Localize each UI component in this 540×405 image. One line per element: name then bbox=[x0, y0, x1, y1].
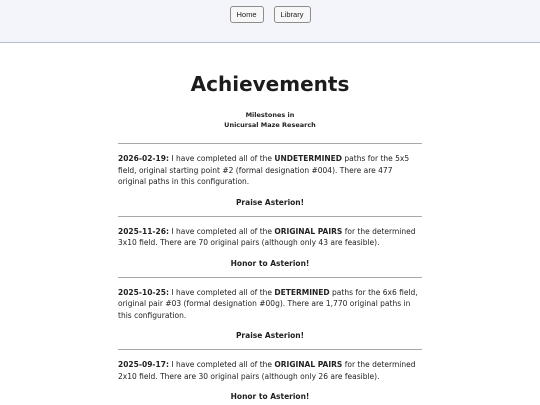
achievement-emphasis: UNDETERMINED bbox=[274, 154, 343, 163]
achievement-emphasis: ORIGINAL PAIRS bbox=[274, 360, 343, 369]
page-subtitle bbox=[118, 111, 422, 130]
subtitle-line-2: Unicursal Maze Research bbox=[224, 120, 316, 129]
top-nav-bar bbox=[0, 0, 540, 43]
achievement-entry bbox=[118, 143, 422, 216]
achievement-text-detail: for the determined 3x10 field. There are 70 original pairs (although only 43 are feasible). bbox=[118, 226, 416, 247]
subtitle-line-1: Milestones in bbox=[245, 111, 295, 119]
achievement-text bbox=[118, 359, 422, 382]
achievement-text-detail: paths for the 6x6 field, original pair #03 (formal designation #00g). There are 1,770 original paths in this configuration. bbox=[118, 287, 418, 320]
home-button[interactable]: Home bbox=[230, 6, 264, 23]
achievement-entry bbox=[118, 277, 422, 350]
achievement-list bbox=[118, 143, 422, 405]
achievement-text-lead: I have completed all of the bbox=[168, 360, 275, 369]
library-button[interactable]: Library bbox=[274, 6, 311, 23]
main-content bbox=[118, 71, 422, 405]
achievement-emphasis: ORIGINAL PAIRS bbox=[274, 226, 343, 236]
achievement-entry bbox=[118, 349, 422, 405]
praise-line: Honor to Asterion! bbox=[230, 392, 310, 401]
achievement-date: 2025-10-25: bbox=[118, 287, 169, 297]
achievement-entry bbox=[118, 216, 422, 277]
praise-line: Honor to Asterion! bbox=[230, 258, 310, 268]
achievement-date: 2026-02-19: bbox=[118, 154, 169, 163]
praise-line: Praise Asterion! bbox=[235, 331, 305, 340]
achievement-date: 2025-09-17: bbox=[118, 360, 169, 369]
praise-line: Praise Asterion! bbox=[235, 197, 305, 207]
achievement-emphasis: DETERMINED bbox=[274, 287, 330, 297]
achievement-text-detail: paths for the 5x5 field, original starting point #2 (formal designation #004). There are 477 original paths in this configuration. bbox=[118, 154, 410, 186]
achievement-text bbox=[118, 226, 422, 249]
achievement-text-lead: I have completed all of the bbox=[168, 287, 275, 297]
page-title: Achievements bbox=[190, 72, 350, 96]
achievement-text bbox=[118, 153, 422, 188]
achievement-text bbox=[118, 287, 422, 322]
achievement-text-lead: I have completed all of the bbox=[168, 154, 275, 163]
achievement-text-lead: I have completed all of the bbox=[168, 226, 275, 236]
achievement-date: 2025-11-26: bbox=[118, 226, 169, 236]
achievement-text-detail: for the determined 2x10 field. There are 30 original pairs (although only 26 are feasible). bbox=[118, 360, 416, 381]
